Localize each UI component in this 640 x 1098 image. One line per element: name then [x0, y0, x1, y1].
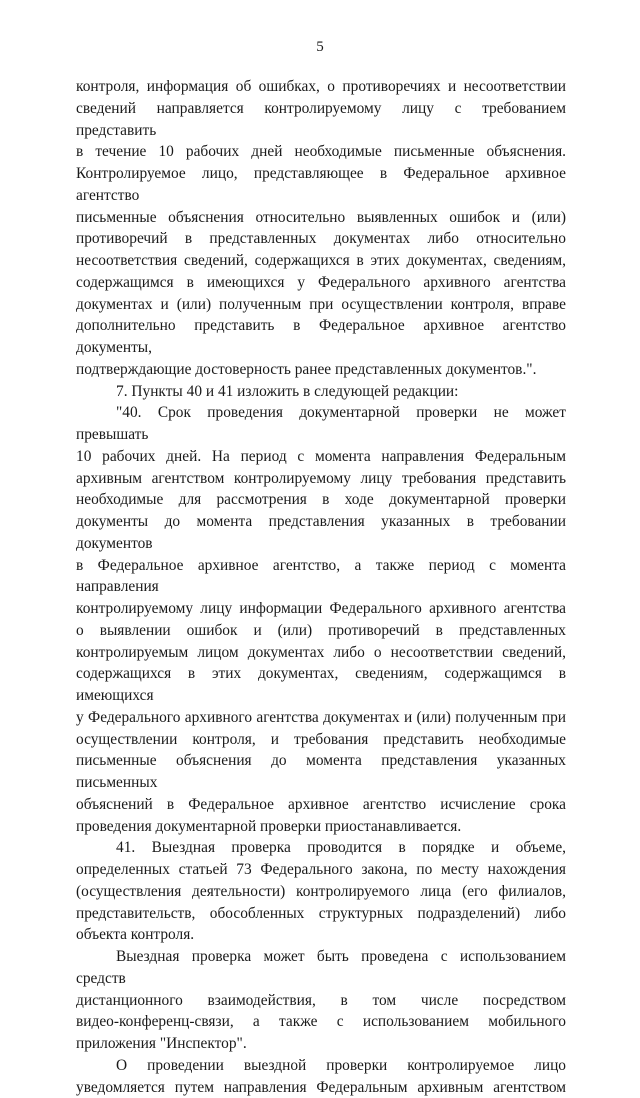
text-line: необходимые для рассмотрения в ходе документарной проверки	[76, 489, 566, 511]
text-line: "40. Срок проведения документарной проверки не может превышать	[76, 402, 566, 446]
text-line: документы до момента представления указанных в требовании документов	[76, 511, 566, 555]
text-line: документах и (или) полученным при осуществлении контроля, вправе	[76, 294, 566, 316]
text-line: несоответствия сведений, содержащихся в этих документах, сведениям,	[76, 250, 566, 272]
text-line: Контролируемое лицо, представляющее в Федеральное архивное агентство	[76, 163, 566, 207]
text-line: видео-конференц-связи, а также с использованием мобильного	[76, 1011, 566, 1033]
text-line: приложения "Инспектор".	[76, 1033, 566, 1055]
text-line: архивным агентством контролируемому лицу требования представить	[76, 468, 566, 490]
text-line: у Федерального архивного агентства документах и (или) полученным при	[76, 707, 566, 729]
paragraph-item-7	[76, 381, 566, 403]
text-line: противоречий в представленных документах либо относительно	[76, 228, 566, 250]
text-line: письменные объяснения относительно выявленных ошибок и (или)	[76, 207, 566, 229]
text-line: контролируемому лицу информации Федерального архивного агентства	[76, 598, 566, 620]
text-line: 7. Пункты 40 и 41 изложить в следующей редакции:	[76, 381, 566, 403]
text-line: в течение 10 рабочих дней необходимые письменные объяснения.	[76, 141, 566, 163]
text-line: представительств, обособленных структурных подразделений) либо	[76, 903, 566, 925]
document-body	[76, 76, 566, 1098]
text-line: о выявлении ошибок и (или) противоречий в представленных	[76, 620, 566, 642]
paragraph-notification	[76, 1055, 566, 1098]
text-line: подтверждающие достоверность ранее представленных документов.".	[76, 359, 566, 381]
text-line: содержащимся в имеющихся у Федерального архивного агентства	[76, 272, 566, 294]
text-line: 10 рабочих дней. На период с момента направления Федеральным	[76, 446, 566, 468]
text-line: Выездная проверка может быть проведена с использованием средств	[76, 946, 566, 990]
text-line: (осуществления деятельности) контролируемого лица (его филиалов,	[76, 881, 566, 903]
text-line: письменные объяснения до момента представления указанных письменных	[76, 750, 566, 794]
paragraph-item-41	[76, 837, 566, 946]
paragraph-item-40	[76, 402, 566, 837]
text-line: дополнительно представить в Федеральное архивное агентство документы,	[76, 315, 566, 359]
text-line: О проведении выездной проверки контролируемое лицо	[76, 1055, 566, 1077]
text-line: контроля, информация об ошибках, о противоречиях и несоответствии	[76, 76, 566, 98]
paragraph-continuation	[76, 76, 566, 381]
text-line: 41. Выездная проверка проводится в порядке и объеме,	[76, 837, 566, 859]
paragraph-remote-inspection	[76, 946, 566, 1055]
text-line: дистанционного взаимодействия, в том числе посредством	[76, 990, 566, 1012]
text-line: в Федеральное архивное агентство, а также период с момента направления	[76, 555, 566, 599]
text-line: содержащихся в этих документах, сведениям, содержащимся в имеющихся	[76, 663, 566, 707]
text-line: уведомляется путем направления Федеральным архивным агентством	[76, 1077, 566, 1098]
text-line: объекта контроля.	[76, 924, 566, 946]
text-line: объяснений в Федеральное архивное агентство исчисление срока	[76, 794, 566, 816]
text-line: контролируемым лицом документах либо о несоответствии сведений,	[76, 642, 566, 664]
text-line: определенных статьей 73 Федерального закона, по месту нахождения	[76, 859, 566, 881]
page-number: 5	[0, 38, 640, 56]
text-line: сведений направляется контролируемому лицу с требованием представить	[76, 98, 566, 142]
text-line: осуществлении контроля, и требования представить необходимые	[76, 729, 566, 751]
text-line: проведения документарной проверки приостанавливается.	[76, 816, 566, 838]
